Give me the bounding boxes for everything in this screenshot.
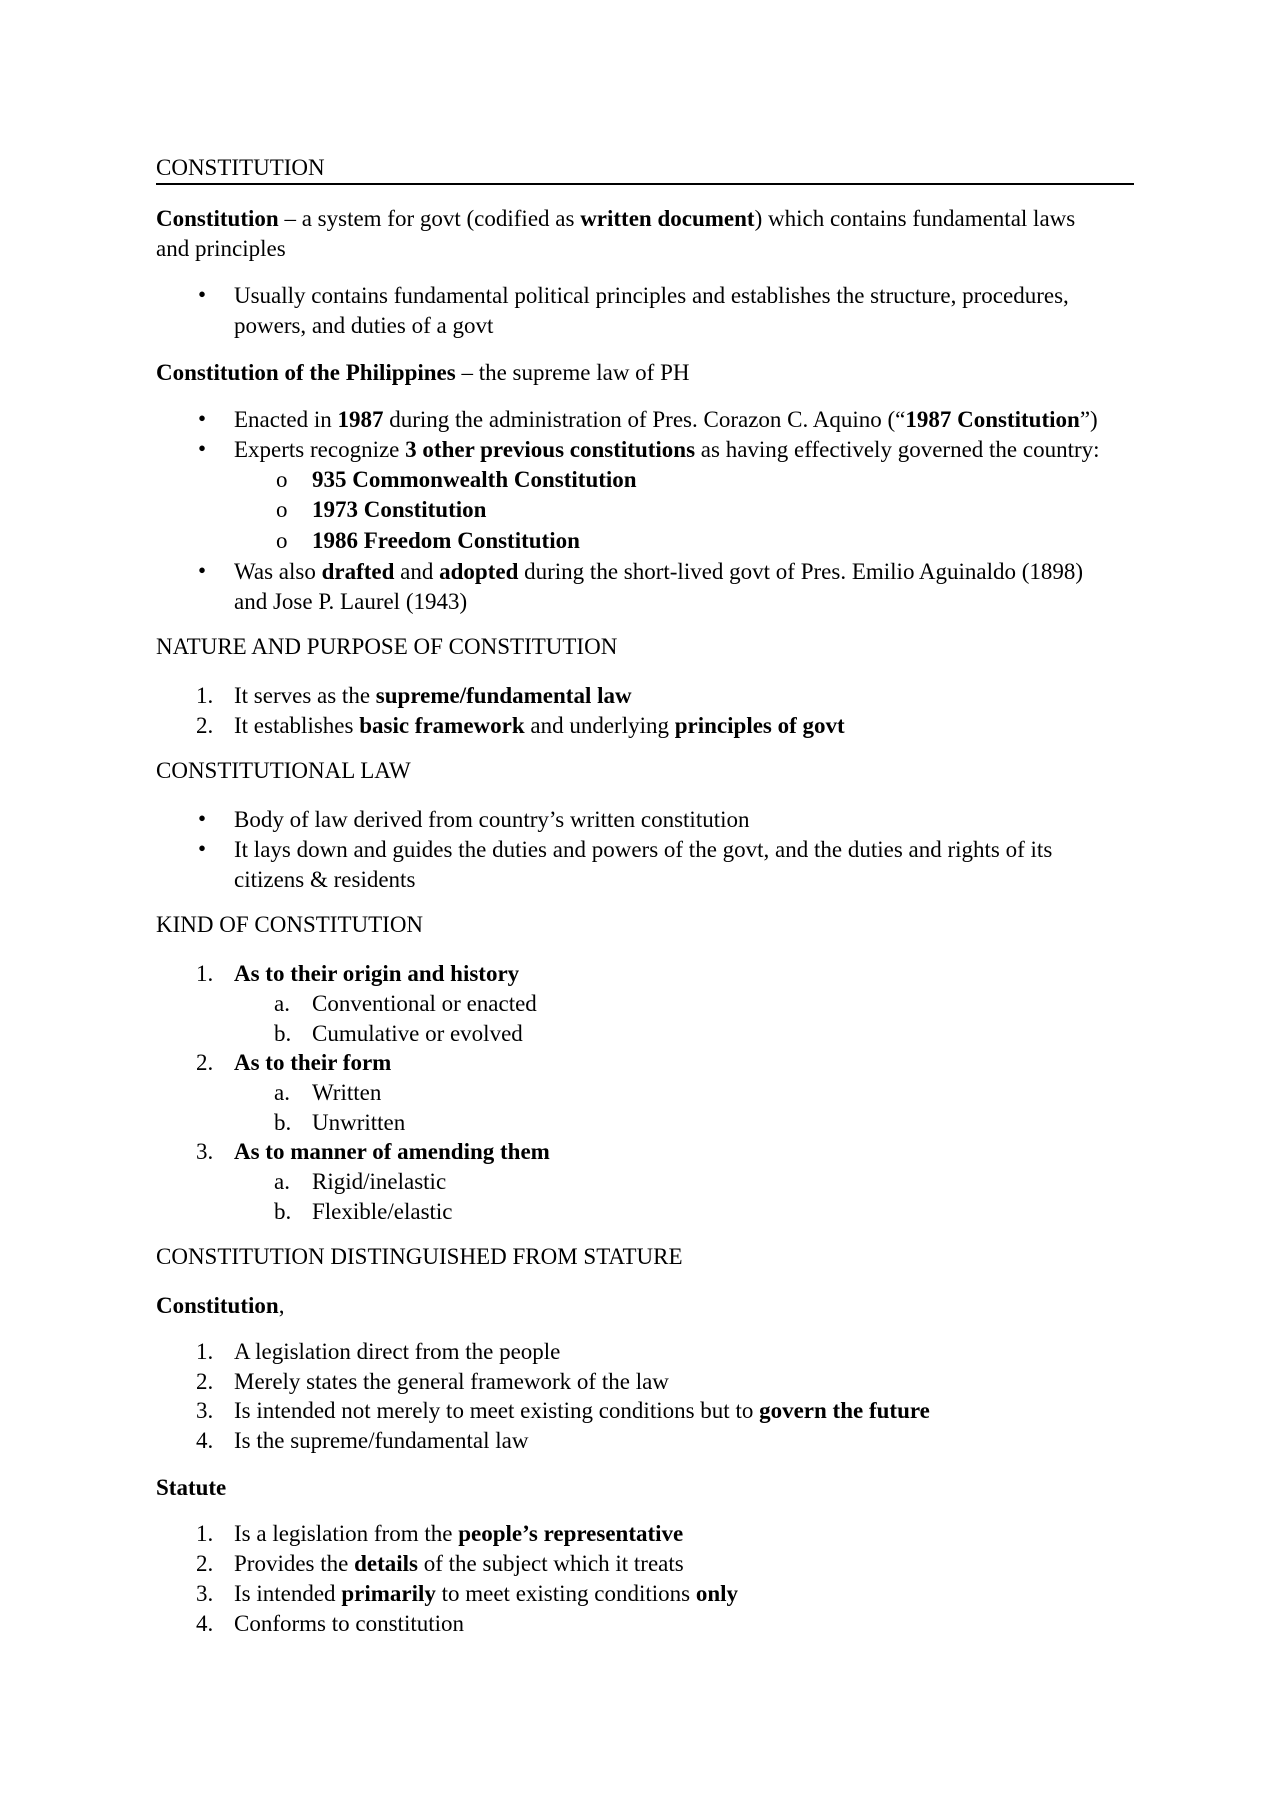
sub-item: 1973 Constitution [312,497,487,522]
list-item: It establishes basic framework and underlying principles of govt [234,713,845,738]
title-rule [156,183,1134,185]
list-letter: a. [274,1169,290,1194]
list-number: 3. [196,1581,214,1606]
list-letter: a. [274,991,290,1016]
list-number: 1. [196,1339,214,1364]
definition-bullet-line-2: powers, and duties of a govt [234,313,494,338]
list-number: 4. [196,1428,214,1453]
ph-bullet-drafted-line-1: Was also drafted and adopted during the short-lived govt of Pres. Emilio Aguinaldo (1898) [234,559,1084,584]
kind-group-label: As to their origin and history [234,961,520,986]
kind-group-label: As to their form [234,1050,392,1075]
list-number: 2. [196,713,214,738]
sub-item: 1986 Freedom Constitution [312,528,580,553]
list-number: 2. [196,1551,214,1576]
ph-bullet-experts: Experts recognize 3 other previous constitutions as having effectively governed the country: [234,437,1100,462]
section-heading-constitutional-law: CONSTITUTIONAL LAW [156,758,411,783]
kind-item: Written [312,1080,382,1105]
list-number: 3. [196,1398,214,1423]
definition-line-1: Constitution – a system for govt (codified as written document) which contains fundamental laws [156,206,1076,231]
list-number: 1. [196,1521,214,1546]
kind-item: Flexible/elastic [312,1199,453,1224]
list-number: 2. [196,1369,214,1394]
definition-bullet-line-1: Usually contains fundamental political principles and establishes the structure, procedures, [234,283,1069,308]
section-heading-distinguished: CONSTITUTION DISTINGUISHED FROM STATURE [156,1244,683,1269]
sub-bullet-marker: o [276,497,288,522]
constitution-label: Constitution, [156,1293,285,1318]
list-item: Provides the details of the subject which it treats [234,1551,684,1576]
constlaw-bullet-2-line-1: It lays down and guides the duties and powers of the govt, and the duties and rights of its [234,837,1053,862]
list-letter: b. [274,1110,292,1135]
list-item: It serves as the supreme/fundamental law [234,683,632,708]
kind-item: Unwritten [312,1110,406,1135]
sub-bullet-marker: o [276,467,288,492]
bullet-dot: • [198,836,207,861]
list-number: 2. [196,1050,214,1075]
list-number: 4. [196,1611,214,1636]
bullet-dot: • [198,406,207,431]
kind-item: Cumulative or evolved [312,1021,523,1046]
constlaw-bullet-2-line-2: citizens & residents [234,867,416,892]
list-number: 3. [196,1139,214,1164]
definition-line-2: and principles [156,236,286,261]
ph-bullet-enacted: Enacted in 1987 during the administration of Pres. Corazon C. Aquino (“1987 Constitution”) [234,407,1098,432]
list-item: Is intended primarily to meet existing conditions only [234,1581,739,1606]
bullet-dot: • [198,282,207,307]
list-letter: a. [274,1080,290,1105]
kind-item: Conventional or enacted [312,991,537,1016]
ph-bullet-drafted-line-2: and Jose P. Laurel (1943) [234,589,468,614]
constlaw-bullet-1: Body of law derived from country’s written constitution [234,807,750,832]
ph-heading-line: Constitution of the Philippines – the supreme law of PH [156,360,690,385]
list-item: Is the supreme/fundamental law [234,1428,529,1453]
section-heading-nature: NATURE AND PURPOSE OF CONSTITUTION [156,634,618,659]
section-heading-kind: KIND OF CONSTITUTION [156,912,424,937]
list-letter: b. [274,1199,292,1224]
sub-item: 935 Commonwealth Constitution [312,467,637,492]
list-item: Conforms to constitution [234,1611,464,1636]
list-item: Is intended not merely to meet existing conditions but to govern the future [234,1398,930,1423]
kind-group-label: As to manner of amending them [234,1139,550,1164]
list-number: 1. [196,683,214,708]
bullet-dot: • [198,436,207,461]
page-title: CONSTITUTION [156,155,325,180]
list-letter: b. [274,1021,292,1046]
kind-item: Rigid/inelastic [312,1169,447,1194]
bullet-dot: • [198,806,207,831]
list-item: Merely states the general framework of the law [234,1369,669,1394]
list-item: A legislation direct from the people [234,1339,561,1364]
list-item: Is a legislation from the people’s representative [234,1521,684,1546]
statute-label: Statute [156,1475,227,1500]
sub-bullet-marker: o [276,528,288,553]
list-number: 1. [196,961,214,986]
bullet-dot: • [198,558,207,583]
